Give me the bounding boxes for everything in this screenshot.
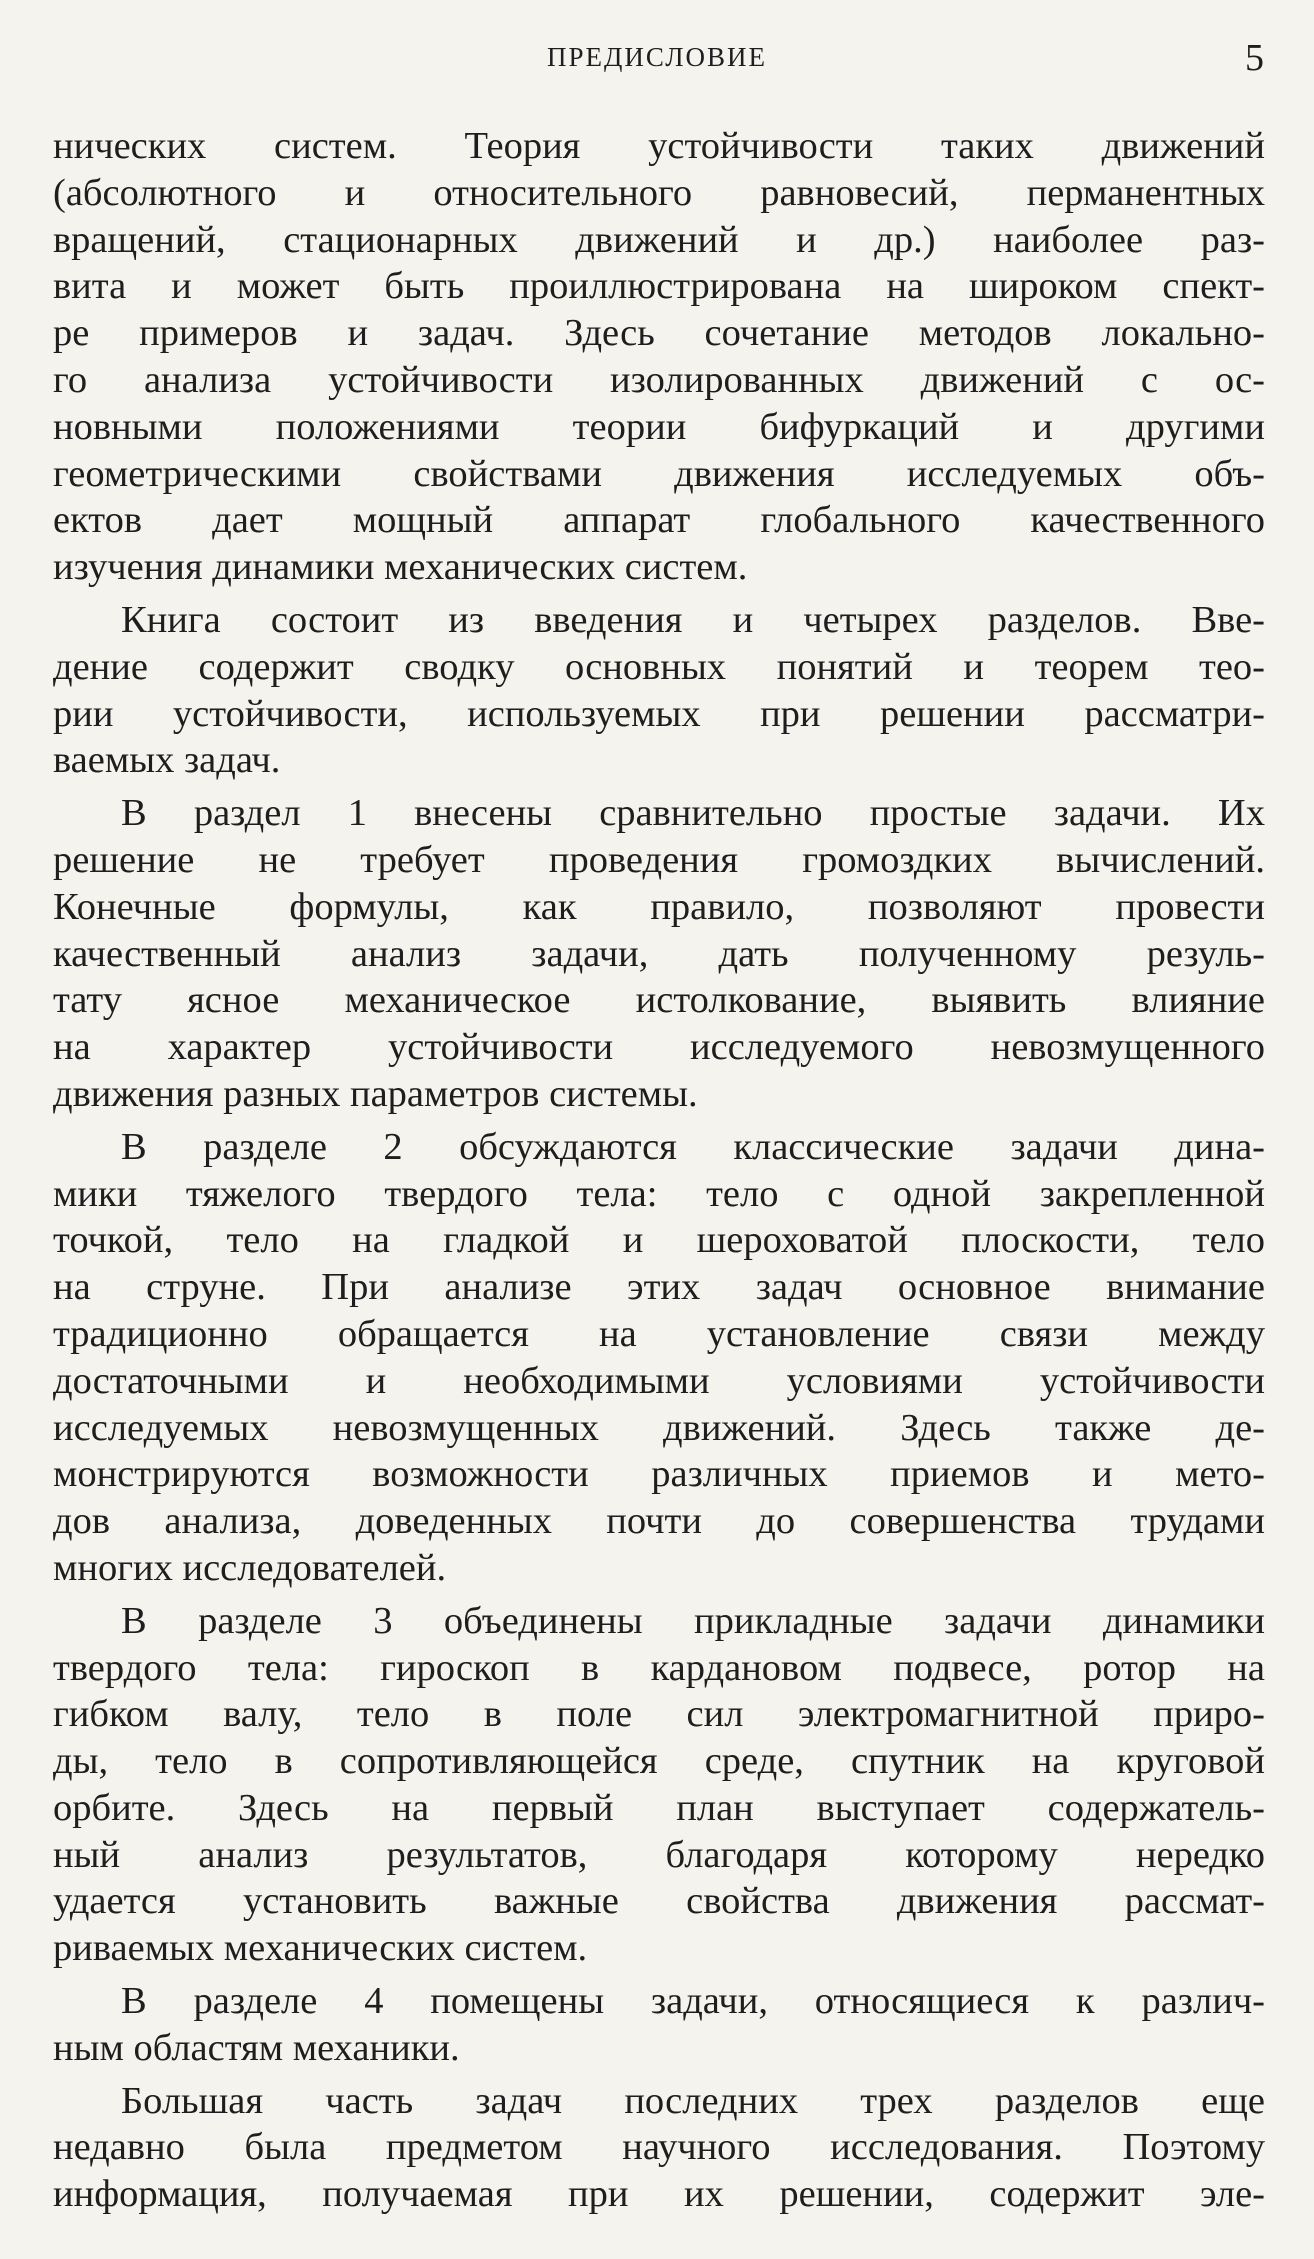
text-line: многих исследователей. — [53, 1546, 447, 1589]
paragraph — [53, 790, 1265, 1118]
text-line: монстрируются возможности различных приемов и мето- — [53, 1453, 1265, 1496]
text-line: точкой, тело на гладкой и шероховатой плоскости, тело — [53, 1219, 1265, 1262]
text-line: тату ясное механическое истолкование, выявить влияние — [53, 979, 1265, 1022]
text-line: дов анализа, доведенных почти до совершенства трудами — [53, 1500, 1265, 1543]
text-line: информация, получаемая при их решении, содержит эле- — [53, 2173, 1265, 2216]
text-line: ды, тело в сопротивляющейся среде, спутник на круговой — [53, 1740, 1265, 1783]
text-line: на струне. При анализе этих задач основное внимание — [53, 1266, 1265, 1309]
text-line: ничеcких систем. Теория устойчивости таких движений — [53, 125, 1265, 167]
text-line: В разделе 2 обсуждаются классические задачи дина- — [121, 1125, 1265, 1168]
page-number: 5 — [1245, 37, 1264, 79]
paragraph — [53, 597, 1265, 784]
text-line: Книга состоит из введения и четырех разделов. Вве- — [121, 598, 1265, 641]
text-line: твердого тела: гироскоп в кардановом подвесе, ротор на — [53, 1646, 1265, 1689]
text-line: вита и может быть проиллюстрирована на широком спект- — [53, 265, 1265, 308]
text-line: орбите. Здесь на первый план выступает содержатель- — [53, 1786, 1265, 1829]
paragraph — [53, 1598, 1265, 1972]
text-line: новными положениями теории бифуркаций и другими — [53, 405, 1265, 448]
paragraph — [53, 1978, 1265, 2072]
text-line: ектов дает мощный аппарат глобального качественного — [53, 499, 1265, 542]
text-line: мики тяжелого твердого тела: тело с одной закрепленной — [53, 1172, 1265, 1215]
text-line: решение не требует проведения громоздких вычислений. — [53, 838, 1265, 881]
text-line: риваемых механических систем. — [53, 1927, 588, 1970]
text-line: го анализа устойчивости изолированных движений с ос- — [53, 358, 1265, 401]
text-line: ваемых задач. — [53, 739, 281, 782]
body-text — [53, 123, 1265, 2218]
paragraph — [53, 123, 1265, 591]
text-line: на характер устойчивости исследуемого невозмущенного — [53, 1026, 1265, 1069]
running-head — [50, 36, 1264, 86]
text-line: В разделе 4 помещены задачи, относящиеся к различ- — [121, 1980, 1265, 2023]
text-line: геометрическими свойствами движения исследуемых объ- — [53, 452, 1265, 495]
text-line: недавно была предметом научного исследования. Поэтому — [53, 2126, 1265, 2169]
text-line: В раздел 1 внесены сравнительно простые задачи. Их — [121, 792, 1265, 835]
text-line: качественный анализ задачи, дать полученному резуль- — [53, 932, 1265, 975]
text-line: рии устойчивости, используемых при решении рассматри- — [53, 692, 1265, 735]
text-line: ре примеров и задач. Здесь сочетание методов локально- — [53, 312, 1265, 355]
paragraph — [53, 1124, 1265, 1592]
text-line: традиционно обращается на установление связи между — [53, 1312, 1265, 1355]
text-line: изучения динамики механических систем. — [53, 546, 748, 589]
text-line: гибком валу, тело в поле сил электромагнитной приро- — [53, 1693, 1265, 1736]
text-line: вращений, стационарных движений и др.) наиболее раз- — [53, 218, 1265, 261]
text-line: исследуемых невозмущенных движений. Здесь также де- — [53, 1406, 1265, 1449]
text-line: движения разных параметров системы. — [53, 1072, 698, 1115]
text-line: Большая часть задач последних трех разделов еще — [121, 2079, 1265, 2122]
paragraph — [53, 2078, 1265, 2218]
text-line: ным областям механики. — [53, 2026, 460, 2069]
text-line: дение содержит сводку основных понятий и теорем тео- — [53, 645, 1265, 688]
text-line: ный анализ результатов, благодаря которому нередко — [53, 1833, 1265, 1876]
text-line: (абсолютного и относительного равновесий, перманентных — [53, 171, 1265, 214]
running-title: ПРЕДИСЛОВИЕ — [546, 42, 768, 72]
text-line: В разделе 3 объединены прикладные задачи динамики — [121, 1599, 1265, 1642]
text-line: достаточными и необходимыми условиями устойчивости — [53, 1359, 1265, 1402]
text-line: Конечные формулы, как правило, позволяют провести — [53, 885, 1265, 928]
text-line: удается установить важные свойства движения рассмат- — [53, 1880, 1265, 1923]
